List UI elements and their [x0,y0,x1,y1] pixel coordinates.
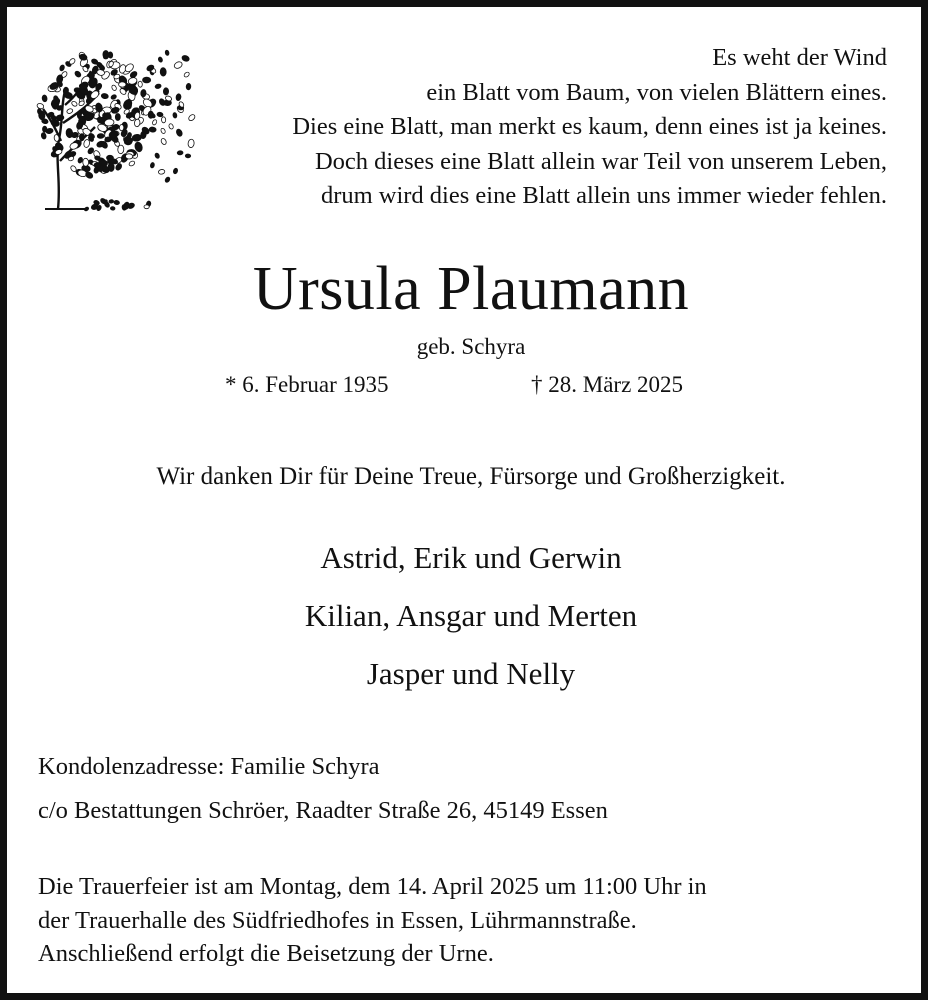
mourner-line: Kilian, Ansgar und Merten [304,598,638,633]
thanks-line: Wir danken Dir für Deine Treue, Fürsorge und Großherzigkeit. [156,463,786,490]
maiden-name: geb. Schyra [416,334,526,359]
mourner-line: Jasper und Nelly [366,656,576,691]
poem-line: Doch dieses eine Blatt allein war Teil von unserem Leben, [314,147,887,175]
mourner-line: Astrid, Erik und Gerwin [320,540,622,575]
poem [147,41,887,214]
condolence-address [38,745,608,833]
condolence-line: Kondolenzadresse: Familie Schyra [38,753,380,780]
service-line: Anschließend erfolgt die Beisetzung der Urne. [38,940,494,967]
poem-line: Dies eine Blatt, man merkt es kaum, denn eines ist ja keines. [292,113,887,141]
service-line: Die Trauerfeier ist am Montag, dem 14. April 2025 um 11:00 Uhr in [38,873,707,900]
poem-line: drum wird dies eine Blatt allein uns immer wieder fehlen. [320,182,887,210]
mourners-list [7,529,928,703]
funeral-service-info [38,870,707,971]
condolence-line: c/o Bestattungen Schröer, Raadter Straße 26, 45149 Essen [38,797,608,824]
service-line: der Trauerhalle des Südfriedhofes in Essen, Lührmannstraße. [38,906,637,934]
poem-line: ein Blatt vom Baum, von vielen Blättern eines. [426,78,887,106]
poem-line: Es weht der Wind [712,44,887,71]
birth-date: * 6. Februar 1935 [225,372,389,397]
death-date: † 28. März 2025 [531,372,684,397]
deceased-name: Ursula Plaumann [252,255,690,323]
